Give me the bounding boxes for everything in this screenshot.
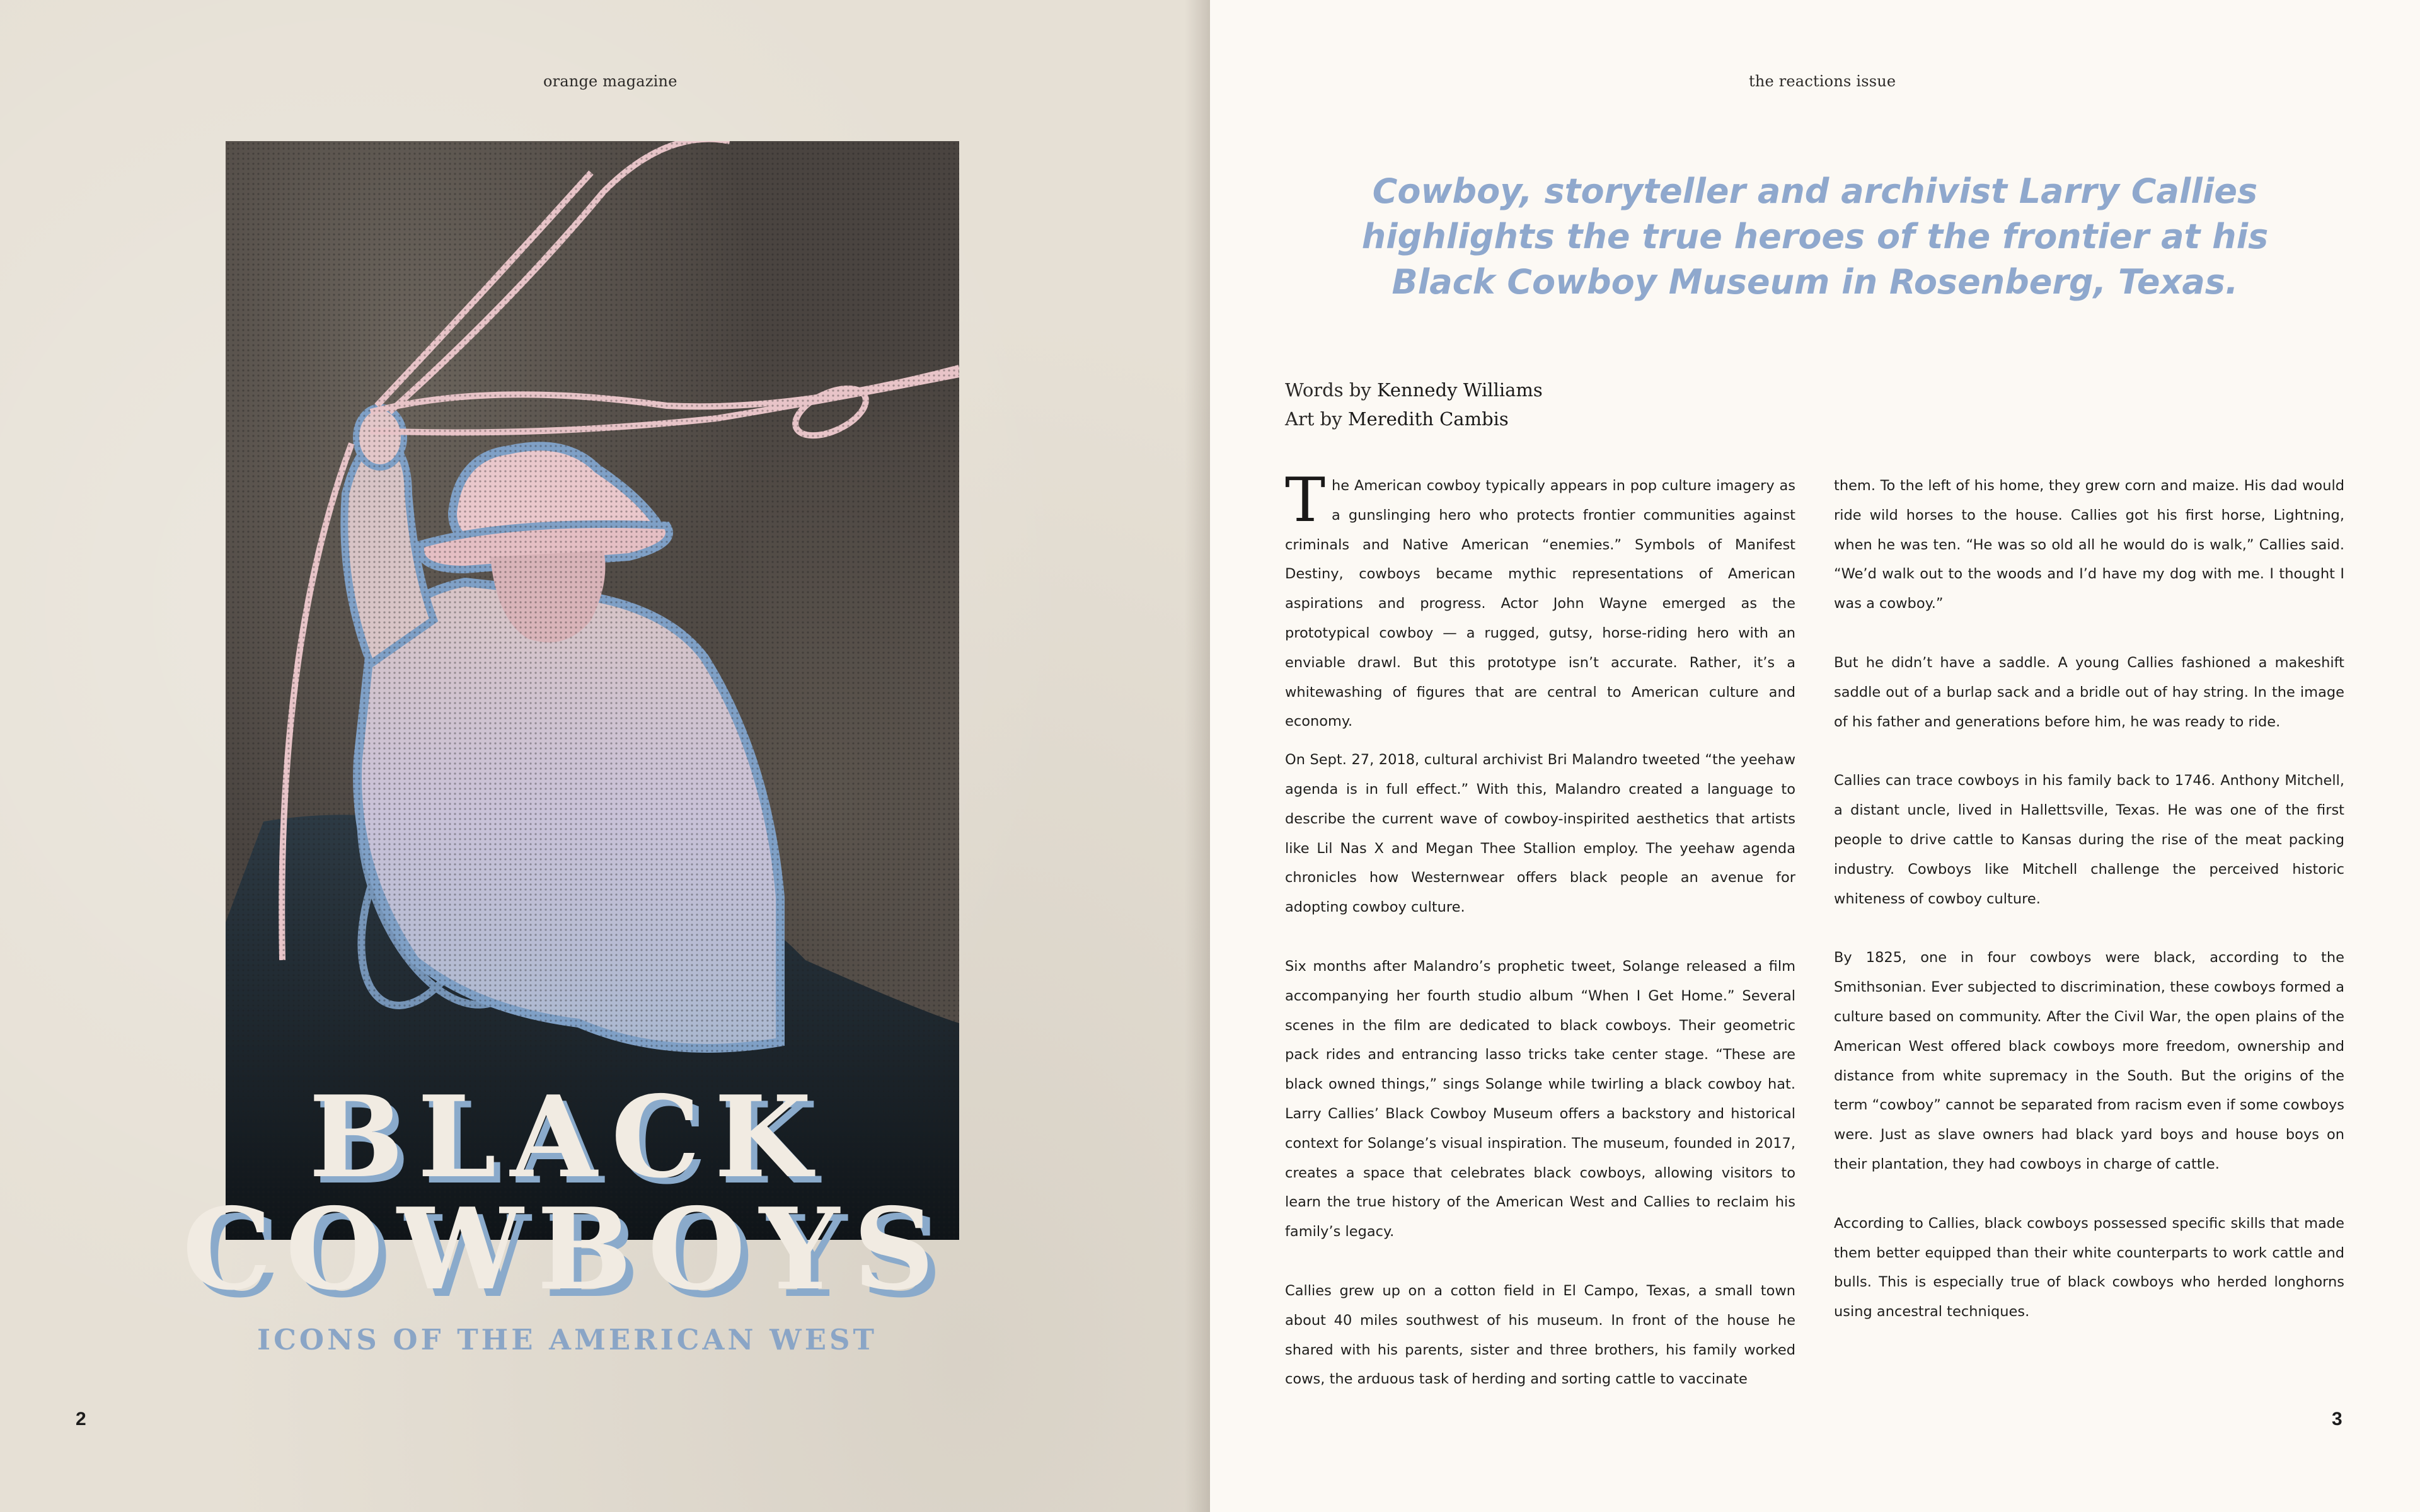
paragraph xyxy=(1285,465,1795,736)
headline-cowboys: COWBOYS xyxy=(182,1183,948,1315)
paragraph: them. To the left of his home, they grew corn and maize. His dad would ride wild horses to the house. Callies got his first horse, Lightning, when he was ten. “He was so old all he would do is walk,” Callies said. “We’d walk out to the woods and I’d have my dog with me. I thought I was a cowboy.” xyxy=(1834,478,2344,612)
headline-black: BLACK xyxy=(308,1071,826,1203)
paragraph: Callies can trace cowboys in his family back to 1746. Anthony Mitchell, a distant uncle, lived in Hallettsville, Texas. He was one of the first people to drive cattle to Kansas during the rise of the meat packing industry. Cowboys like Mitchell challenge the perceived historic whiteness of cowboy culture. xyxy=(1834,772,2344,907)
paragraph: By 1825, one in four cowboys were black, according to the Smithsonian. Ever subjected to discrimination, these cowboys formed a culture based on community. After the Civil War, the open plains of the American West offered black cowboys more freedom, ownership and distance from white supremacy in the South. But the origins of the term “cowboy” cannot be separated from racism even if some cowboys were. Just as slave owners had black yard boys and house boys on their plantation, they had cowboys in charge of cattle. xyxy=(1834,949,2344,1172)
drop-cap: T xyxy=(1285,465,1326,536)
body-column-1 xyxy=(1285,465,1795,1424)
article-deck: Cowboy, storyteller and archivist Larry Callies highlights the true heroes of the frontier at his Black Cowboy Museum in Rosenberg, Texas. xyxy=(1361,171,2269,302)
paragraph: But he didn’t have a saddle. A young Callies fashioned a makeshift saddle out of a burlap sack and a bridle out of hay string. In the image of his father and generations before him, he was ready to ride. xyxy=(1834,654,2344,730)
art-credit xyxy=(1285,404,1543,433)
artist-name: Meredith Cambis xyxy=(1347,408,1509,430)
words-credit xyxy=(1285,375,1543,404)
byline xyxy=(1285,375,1543,433)
page-number-left: 2 xyxy=(76,1409,86,1429)
page-number-right: 3 xyxy=(2332,1409,2342,1429)
headline-subtitle: ICONS OF THE AMERICAN WEST xyxy=(257,1323,877,1356)
art-prefix: Art by xyxy=(1285,408,1342,430)
body-column-2 xyxy=(1834,471,2344,1356)
paragraph: Six months after Malandro’s prophetic tweet, Solange released a film accompanying her fourth studio album “When I Get Home.” Several scenes in the film are dedicated to black cowboys. Their geometric pack rides and entrancing lasso tricks take center stage. “These are black owned things,” sings Solange while twirling a black cowboy hat. Larry Callies’ Black Cowboy Museum offers a backstory and historical context for Solange’s visual inspiration. The museum, founded in 2017, creates a space that celebrates black cowboys, allowing visitors to learn the true history of the American West and Callies to reclaim his family’s legacy. xyxy=(1285,958,1795,1240)
words-prefix: Words by xyxy=(1285,379,1371,401)
paragraph: Callies grew up on a cotton field in El Campo, Texas, a small town about 40 miles southwest of his museum. In front of the house he shared with his parents, sister and three brothers, his family worked cows, the arduous task of herding and sorting cattle to vaccinate xyxy=(1285,1282,1795,1388)
running-head-right: the reactions issue xyxy=(1749,72,1896,90)
paragraph: According to Callies, black cowboys possessed specific skills that made them better equipped than their white counterparts to work cattle and bulls. This is especially true of black cowboys who herded longhorns using ancestral techniques. xyxy=(1834,1215,2344,1320)
author-name: Kennedy Williams xyxy=(1377,379,1543,401)
paragraph: On Sept. 27, 2018, cultural archivist Bri Malandro tweeted “the yeehaw agenda is in full effect.” With this, Malandro created a language to describe the current wave of cowboy-inspirited aesthetics that artists like Lil Nas X and Megan Thee Stallion employ. The yeehaw agenda chronicles how Westernwear offers black people an avenue for adopting cowboy culture. xyxy=(1285,752,1795,916)
paragraph-text: he American cowboy typically appears in pop culture imagery as a gunslinging hero who protects frontier communities against criminals and Native American “enemies.” Symbols of Manifest Destiny, cowboys became mythic representations of American aspirations and progress. Actor John Wayne emerged as the prototypical cowboy — a rugged, gutsy, horse-riding hero with an enviable drawl. But this prototype isn’t accurate. Rather, it’s a whitewashing of figures that are central to American culture and economy. xyxy=(1285,478,1795,730)
running-head-left: orange magazine xyxy=(543,72,677,90)
